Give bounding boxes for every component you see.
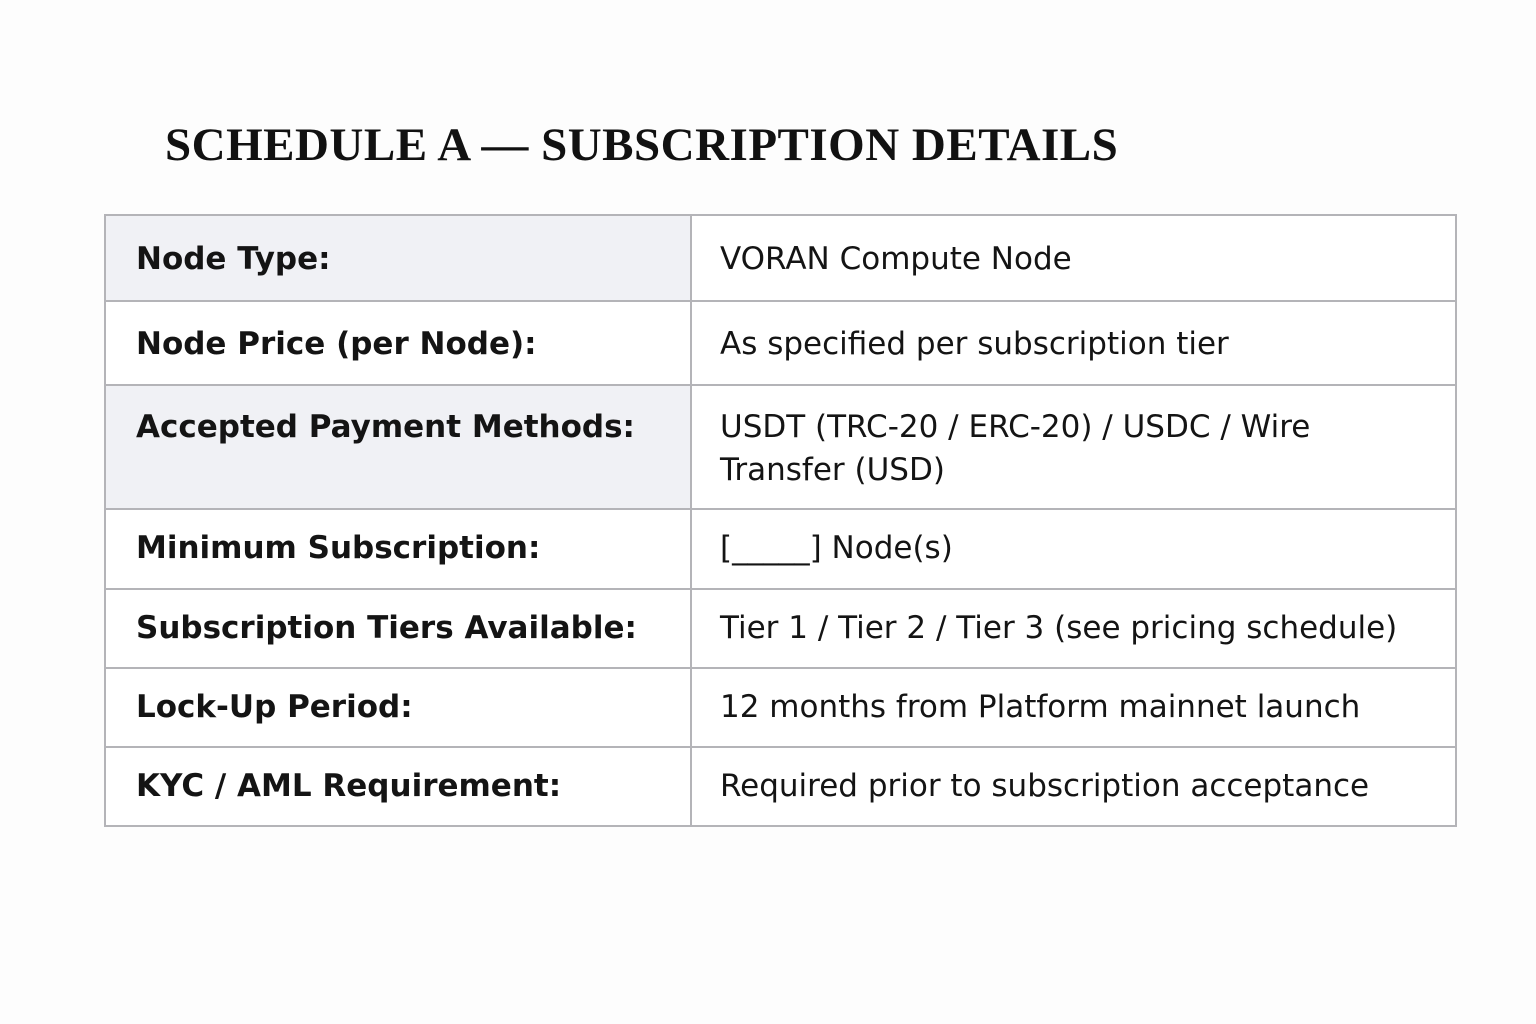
row-value: Tier 1 / Tier 2 / Tier 3 (see pricing schedule) [691, 589, 1456, 668]
row-label: KYC / AML Requirement: [105, 747, 691, 826]
table-row-payment-methods [105, 385, 1456, 509]
row-value: 12 months from Platform mainnet launch [691, 668, 1456, 747]
table-row-node-type [105, 215, 1456, 301]
row-label: Minimum Subscription: [105, 509, 691, 589]
row-label: Node Type: [105, 215, 691, 301]
page-title: SCHEDULE A — SUBSCRIPTION DETAILS [165, 119, 1119, 171]
table-row-lock-up-period [105, 668, 1456, 747]
table-row-minimum-subscription [105, 509, 1456, 589]
table-row-subscription-tiers [105, 589, 1456, 668]
row-value: As specified per subscription tier [691, 301, 1456, 385]
row-value: VORAN Compute Node [691, 215, 1456, 301]
row-value: [_____] Node(s) [691, 509, 1456, 589]
row-value: USDT (TRC-20 / ERC-20) / USDC / Wire Transfer (USD) [691, 385, 1456, 509]
row-value: Required prior to subscription acceptance [691, 747, 1456, 826]
row-label: Lock-Up Period: [105, 668, 691, 747]
row-label: Node Price (per Node): [105, 301, 691, 385]
row-label: Accepted Payment Methods: [105, 385, 691, 509]
table-row-node-price [105, 301, 1456, 385]
row-label: Subscription Tiers Available: [105, 589, 691, 668]
table-row-kyc-aml [105, 747, 1456, 826]
subscription-details-table [104, 214, 1457, 827]
